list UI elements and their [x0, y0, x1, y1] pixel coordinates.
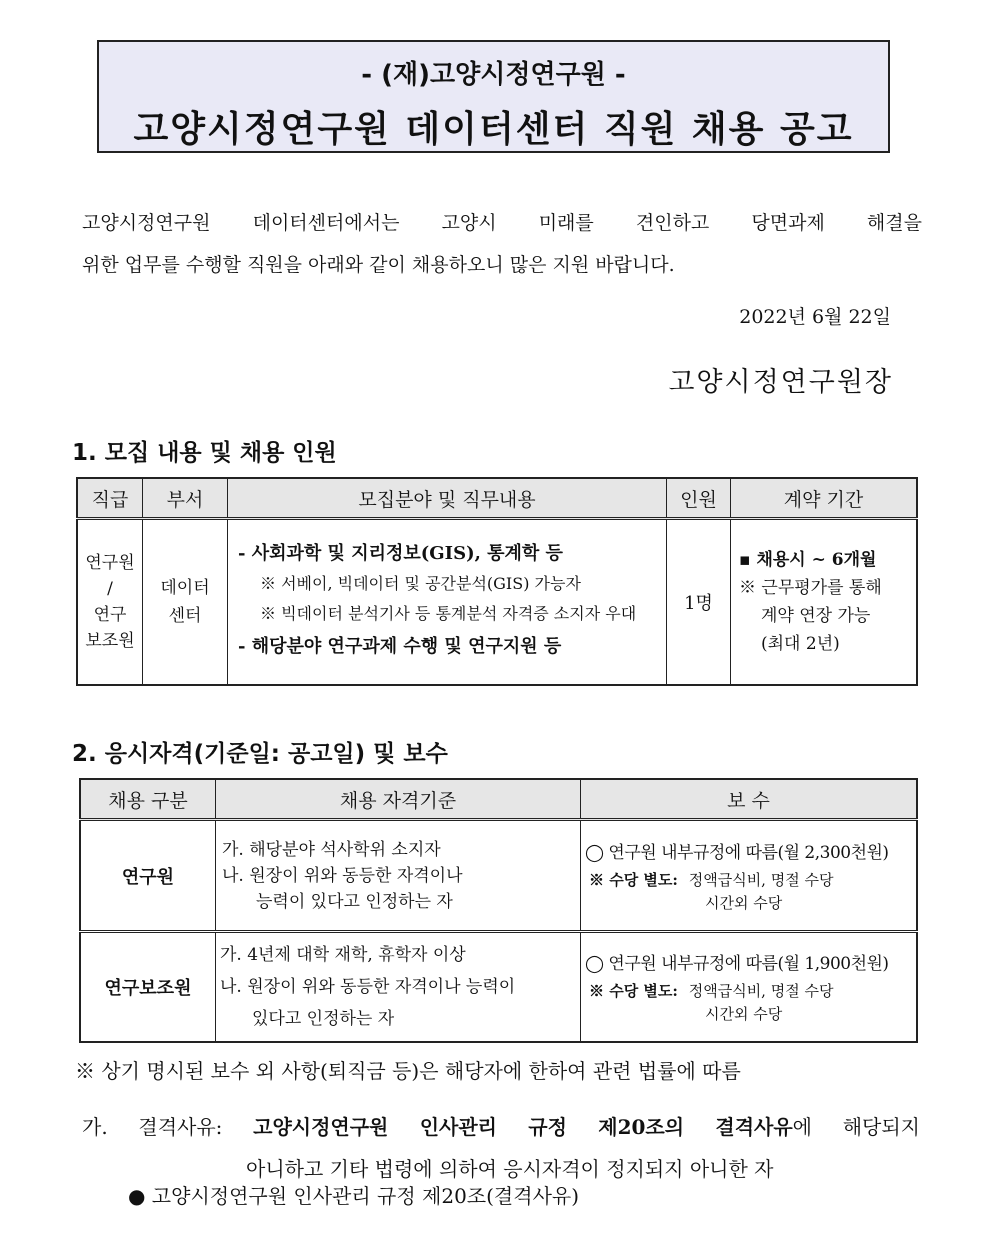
announcement-date: 2022년 6월 22일 — [739, 306, 891, 328]
cell-rank — [77, 519, 143, 685]
th-type: 채용 구분 — [80, 779, 216, 820]
th-dept: 부서 — [143, 478, 228, 519]
dept-line: 데이터 — [160, 577, 210, 598]
page-title: 고양시정연구원 데이터센터 직원 채용 공고 — [133, 109, 854, 150]
title-box — [97, 40, 890, 153]
type-researcher: 연구원 — [80, 820, 216, 932]
intro-line-1: 고양시정연구원 데이터센터에서는 고양시 미래를 견인하고 당면과제 해결을 — [82, 212, 922, 234]
allowance-line — [585, 979, 916, 1003]
contract-line-4: (최대 2년) — [761, 633, 840, 654]
th-duty: 모집분야 및 직무내용 — [228, 478, 667, 519]
pay-researcher — [581, 820, 918, 932]
allowance-text-2: 시간외 수당 — [705, 893, 783, 912]
rank-line: 연구원 — [85, 552, 135, 573]
allowance-text: 정액급식비, 명절 수당 — [688, 981, 834, 1000]
qual-line: 있다고 인정하는 자 — [252, 1008, 395, 1029]
intro-line-2: 위한 업무를 수행할 직원을 아래와 같이 채용하오니 많은 지원 바랍니다. — [82, 254, 675, 276]
cell-contract — [731, 519, 918, 685]
recruitment-table — [76, 477, 918, 686]
cell-dept — [143, 519, 228, 685]
duty-note-2: ※ 빅데이터 분석기사 등 통계분석 자격증 소지자 우대 — [260, 603, 637, 623]
table-row — [80, 820, 917, 932]
table-header-row — [77, 478, 917, 519]
disqualification-line-1 — [82, 1106, 920, 1148]
th-contract: 계약 기간 — [731, 478, 918, 519]
disqualification-bold: 고양시정연구원 인사관리 규정 제20조의 결격사유 — [253, 1115, 793, 1139]
qual-line: 나. 원장이 위와 동등한 자격이나 능력이 — [220, 976, 516, 997]
duty-1: - 사회과학 및 지리정보(GIS), 통계학 등 — [238, 542, 563, 564]
pay-note: ※ 상기 명시된 보수 외 사항(퇴직금 등)은 해당자에 한하여 관련 법률에 따름 — [75, 1059, 741, 1083]
section1-title: 1. 모집 내용 및 채용 인원 — [72, 440, 337, 466]
disqualification-rest: 에 해당되지 — [792, 1115, 920, 1139]
qual-researcher — [216, 820, 581, 932]
rank-line: / — [107, 578, 113, 599]
header-subtitle: - (재)고양시정연구원 - — [361, 60, 626, 90]
signer: 고양시정연구원장 — [668, 367, 893, 398]
intro-paragraph — [82, 202, 922, 286]
contract-line-1: ▪ 채용시 ~ 6개월 — [739, 549, 877, 570]
type-assistant: 연구보조원 — [80, 932, 216, 1042]
qualification-table — [79, 778, 918, 1043]
th-count: 인원 — [667, 478, 731, 519]
rank-line: 연구 — [93, 604, 127, 625]
qual-assistant — [216, 932, 581, 1042]
qual-line: 능력이 있다고 인정하는 자 — [256, 891, 453, 912]
cell-count: 1명 — [667, 519, 731, 685]
contract-line-2: ※ 근무평가를 통해 — [739, 577, 882, 598]
regulation-bullet: ● 고양시정연구원 인사관리 규정 제20조(결격사유) — [128, 1184, 580, 1208]
disqualification-label: 가. 결격사유: — [82, 1115, 223, 1139]
allowance-text: 정액급식비, 명절 수당 — [688, 870, 834, 889]
qual-line: 가. 4년제 대학 재학, 휴학자 이상 — [220, 944, 466, 965]
th-rank: 직급 — [77, 478, 143, 519]
pay-assistant — [581, 932, 918, 1042]
th-pay: 보 수 — [581, 779, 918, 820]
contract-line-3: 계약 연장 가능 — [761, 605, 871, 626]
disqualification-line-2: 아니하고 기타 법령에 의하여 응시자격이 정지되지 아니한 자 — [246, 1157, 774, 1181]
th-qualification: 채용 자격기준 — [216, 779, 581, 820]
pay-line: ◯ 연구원 내부규정에 따름(월 1,900천원) — [585, 953, 889, 974]
rank-line: 보조원 — [85, 630, 135, 651]
dept-line: 센터 — [168, 605, 202, 626]
qual-line: 나. 원장이 위와 동등한 자격이나 — [222, 865, 463, 886]
allowance-label: ※ 수당 별도: — [589, 981, 678, 1000]
table-header-row — [80, 779, 917, 820]
cell-duty — [228, 519, 667, 685]
disqualification-clause — [82, 1106, 920, 1190]
duty-2: - 해당분야 연구과제 수행 및 연구지원 등 — [238, 635, 562, 657]
duty-note-1: ※ 서베이, 빅데이터 및 공간분석(GIS) 가능자 — [260, 573, 581, 593]
allowance-label: ※ 수당 별도: — [589, 870, 678, 889]
qual-line: 가. 해당분야 석사학위 소지자 — [222, 839, 441, 860]
allowance-text-2: 시간외 수당 — [705, 1004, 783, 1023]
table-row — [80, 932, 917, 1042]
pay-line: ◯ 연구원 내부규정에 따름(월 2,300천원) — [585, 842, 889, 863]
section2-title: 2. 응시자격(기준일: 공고일) 및 보수 — [72, 741, 448, 767]
table-row — [77, 519, 917, 685]
allowance-line — [585, 868, 916, 892]
